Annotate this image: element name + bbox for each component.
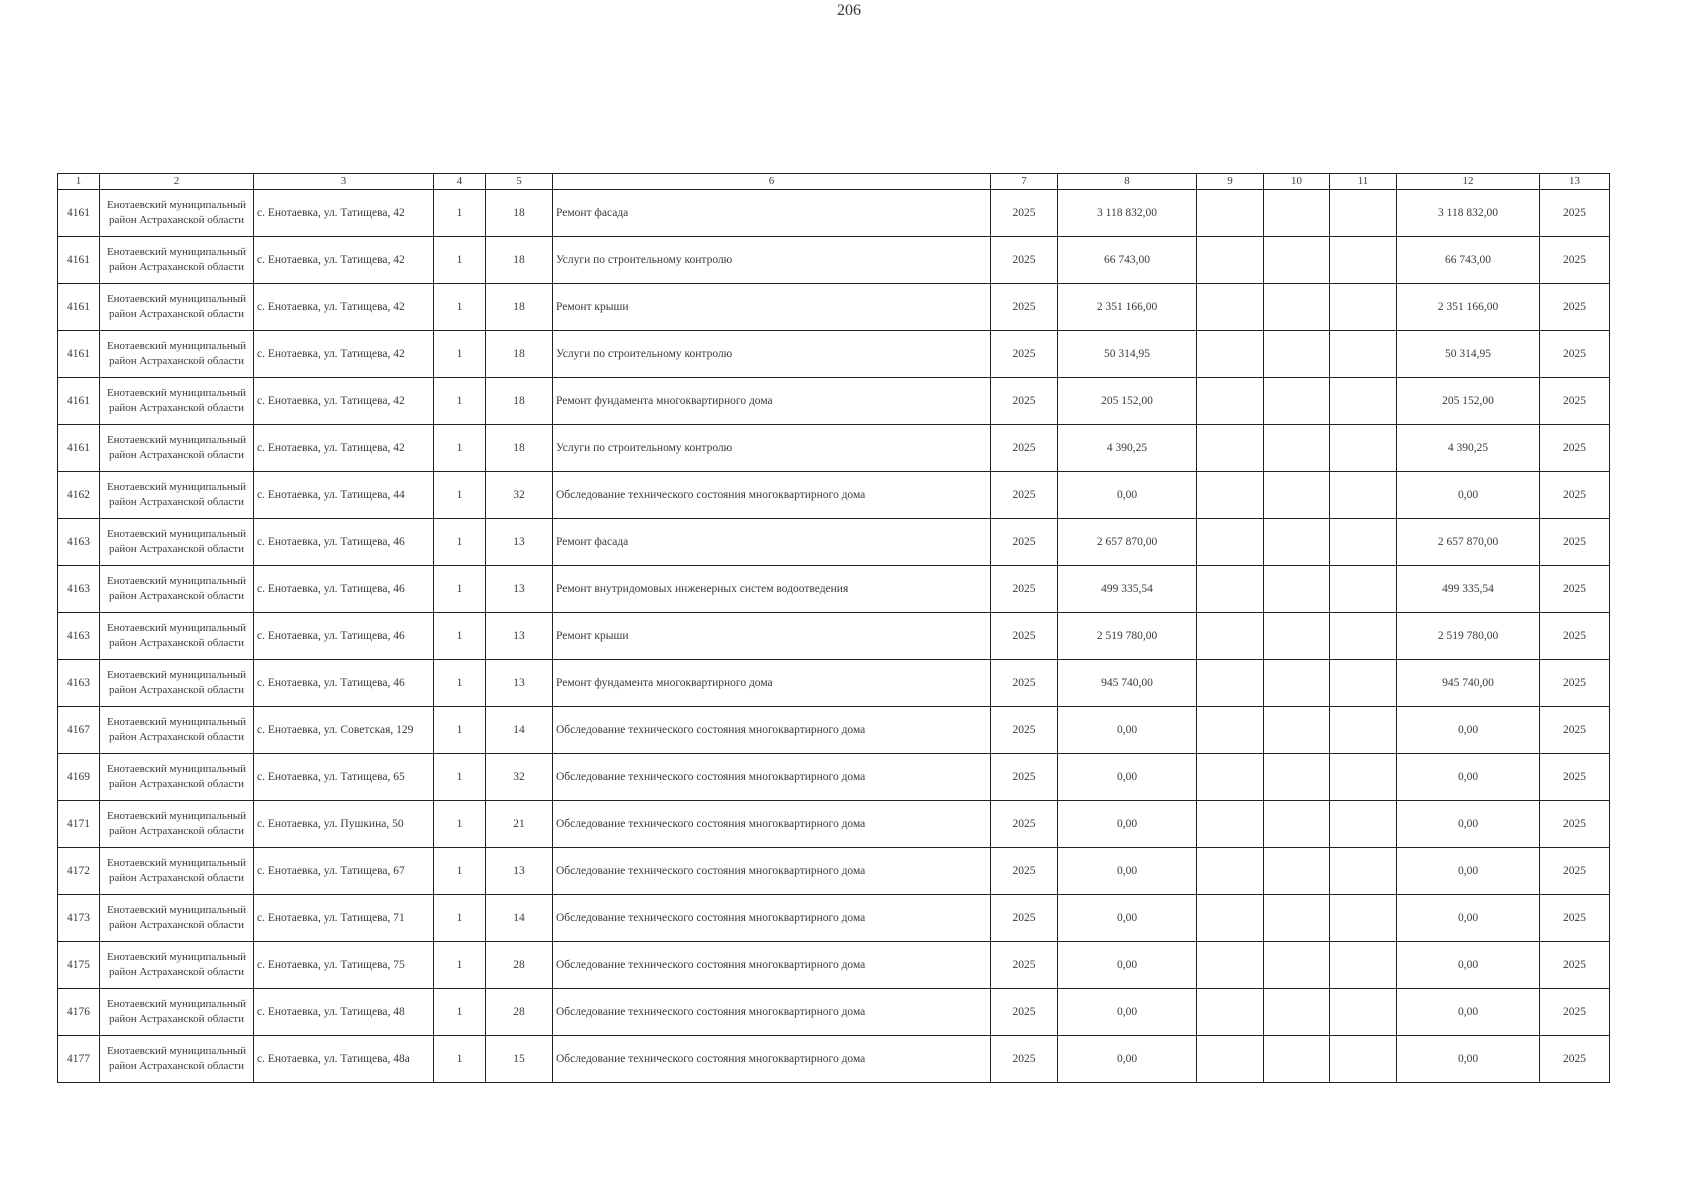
table-row — [58, 378, 1610, 425]
year-cell: 2025 — [991, 895, 1058, 942]
cost-cell: 3 118 832,00 — [1058, 190, 1197, 237]
fund-cost-cell: 0,00 — [1397, 707, 1540, 754]
completion-year-cell: 2025 — [1540, 801, 1610, 848]
col11-cell — [1330, 707, 1397, 754]
cost-cell: 499 335,54 — [1058, 566, 1197, 613]
table-row — [58, 801, 1610, 848]
year-cell: 2025 — [991, 566, 1058, 613]
cost-cell: 2 657 870,00 — [1058, 519, 1197, 566]
cost-cell: 4 390,25 — [1058, 425, 1197, 472]
address-cell: с. Енотаевка, ул. Татищева, 42 — [254, 284, 434, 331]
col4-cell: 1 — [434, 660, 486, 707]
row-number-cell: 4161 — [58, 425, 100, 472]
cost-cell: 205 152,00 — [1058, 378, 1197, 425]
col5-cell: 13 — [486, 613, 553, 660]
col10-cell — [1264, 989, 1330, 1036]
fund-cost-cell: 0,00 — [1397, 754, 1540, 801]
row-number-cell: 4171 — [58, 801, 100, 848]
col11-cell — [1330, 331, 1397, 378]
col9-cell — [1197, 707, 1264, 754]
cost-cell: 0,00 — [1058, 472, 1197, 519]
year-cell: 2025 — [991, 190, 1058, 237]
municipality-cell: Енотаевский муниципальный район Астраханской области — [100, 754, 254, 801]
municipality-cell: Енотаевский муниципальный район Астраханской области — [100, 519, 254, 566]
table-row — [58, 895, 1610, 942]
work-type-cell: Обследование технического состояния многоквартирного дома — [553, 1036, 991, 1083]
address-cell: с. Енотаевка, ул. Советская, 129 — [254, 707, 434, 754]
address-cell: с. Енотаевка, ул. Татищева, 75 — [254, 942, 434, 989]
col9-cell — [1197, 989, 1264, 1036]
col5-cell: 14 — [486, 895, 553, 942]
cost-cell: 0,00 — [1058, 707, 1197, 754]
municipality-cell: Енотаевский муниципальный район Астраханской области — [100, 801, 254, 848]
table-row — [58, 848, 1610, 895]
col9-cell — [1197, 284, 1264, 331]
col9-cell — [1197, 754, 1264, 801]
fund-cost-cell: 4 390,25 — [1397, 425, 1540, 472]
year-cell: 2025 — [991, 284, 1058, 331]
col4-cell: 1 — [434, 378, 486, 425]
col4-cell: 1 — [434, 566, 486, 613]
col9-cell — [1197, 895, 1264, 942]
column-header-7: 7 — [991, 174, 1058, 190]
col10-cell — [1264, 1036, 1330, 1083]
municipality-cell: Енотаевский муниципальный район Астраханской области — [100, 378, 254, 425]
work-type-cell: Ремонт фасада — [553, 519, 991, 566]
row-number-cell: 4161 — [58, 237, 100, 284]
col5-cell: 32 — [486, 754, 553, 801]
municipality-cell: Енотаевский муниципальный район Астраханской области — [100, 566, 254, 613]
col9-cell — [1197, 425, 1264, 472]
fund-cost-cell: 66 743,00 — [1397, 237, 1540, 284]
work-type-cell: Обследование технического состояния многоквартирного дома — [553, 754, 991, 801]
table-row — [58, 660, 1610, 707]
col10-cell — [1264, 331, 1330, 378]
col5-cell: 14 — [486, 707, 553, 754]
municipality-cell: Енотаевский муниципальный район Астраханской области — [100, 331, 254, 378]
cost-cell: 0,00 — [1058, 895, 1197, 942]
col11-cell — [1330, 284, 1397, 331]
column-header-12: 12 — [1397, 174, 1540, 190]
year-cell: 2025 — [991, 754, 1058, 801]
municipality-cell: Енотаевский муниципальный район Астраханской области — [100, 190, 254, 237]
completion-year-cell: 2025 — [1540, 848, 1610, 895]
municipality-cell: Енотаевский муниципальный район Астраханской области — [100, 707, 254, 754]
row-number-cell: 4167 — [58, 707, 100, 754]
col10-cell — [1264, 519, 1330, 566]
work-type-cell: Обследование технического состояния многоквартирного дома — [553, 707, 991, 754]
col4-cell: 1 — [434, 613, 486, 660]
table-row — [58, 237, 1610, 284]
col10-cell — [1264, 942, 1330, 989]
completion-year-cell: 2025 — [1540, 566, 1610, 613]
year-cell: 2025 — [991, 378, 1058, 425]
works-table — [57, 173, 1610, 1083]
col11-cell — [1330, 566, 1397, 613]
col9-cell — [1197, 331, 1264, 378]
col10-cell — [1264, 472, 1330, 519]
col11-cell — [1330, 848, 1397, 895]
work-type-cell: Ремонт крыши — [553, 613, 991, 660]
col4-cell: 1 — [434, 519, 486, 566]
col4-cell: 1 — [434, 425, 486, 472]
col10-cell — [1264, 425, 1330, 472]
address-cell: с. Енотаевка, ул. Татищева, 46 — [254, 613, 434, 660]
table-row — [58, 707, 1610, 754]
address-cell: с. Енотаевка, ул. Пушкина, 50 — [254, 801, 434, 848]
completion-year-cell: 2025 — [1540, 754, 1610, 801]
fund-cost-cell: 2 519 780,00 — [1397, 613, 1540, 660]
col9-cell — [1197, 519, 1264, 566]
row-number-cell: 4162 — [58, 472, 100, 519]
municipality-cell: Енотаевский муниципальный район Астраханской области — [100, 613, 254, 660]
address-cell: с. Енотаевка, ул. Татищева, 46 — [254, 519, 434, 566]
col11-cell — [1330, 942, 1397, 989]
col11-cell — [1330, 989, 1397, 1036]
col10-cell — [1264, 707, 1330, 754]
col5-cell: 18 — [486, 284, 553, 331]
cost-cell: 50 314,95 — [1058, 331, 1197, 378]
table-row — [58, 190, 1610, 237]
col10-cell — [1264, 237, 1330, 284]
col5-cell: 15 — [486, 1036, 553, 1083]
municipality-cell: Енотаевский муниципальный район Астраханской области — [100, 942, 254, 989]
col5-cell: 28 — [486, 989, 553, 1036]
table-row — [58, 472, 1610, 519]
work-type-cell: Ремонт фундамента многоквартирного дома — [553, 660, 991, 707]
col4-cell: 1 — [434, 237, 486, 284]
col10-cell — [1264, 284, 1330, 331]
row-number-cell: 4161 — [58, 190, 100, 237]
col9-cell — [1197, 237, 1264, 284]
completion-year-cell: 2025 — [1540, 284, 1610, 331]
col4-cell: 1 — [434, 707, 486, 754]
fund-cost-cell: 0,00 — [1397, 942, 1540, 989]
municipality-cell: Енотаевский муниципальный район Астраханской области — [100, 1036, 254, 1083]
col9-cell — [1197, 1036, 1264, 1083]
row-number-cell: 4172 — [58, 848, 100, 895]
page-number: 206 — [837, 2, 861, 19]
cost-cell: 0,00 — [1058, 989, 1197, 1036]
fund-cost-cell: 0,00 — [1397, 1036, 1540, 1083]
year-cell: 2025 — [991, 472, 1058, 519]
col11-cell — [1330, 613, 1397, 660]
col9-cell — [1197, 942, 1264, 989]
row-number-cell: 4173 — [58, 895, 100, 942]
table-row — [58, 331, 1610, 378]
row-number-cell: 4175 — [58, 942, 100, 989]
address-cell: с. Енотаевка, ул. Татищева, 42 — [254, 190, 434, 237]
row-number-cell: 4161 — [58, 331, 100, 378]
completion-year-cell: 2025 — [1540, 942, 1610, 989]
column-header-10: 10 — [1264, 174, 1330, 190]
col10-cell — [1264, 660, 1330, 707]
year-cell: 2025 — [991, 707, 1058, 754]
work-type-cell: Обследование технического состояния многоквартирного дома — [553, 848, 991, 895]
completion-year-cell: 2025 — [1540, 190, 1610, 237]
col5-cell: 21 — [486, 801, 553, 848]
table-row — [58, 284, 1610, 331]
fund-cost-cell: 0,00 — [1397, 801, 1540, 848]
col9-cell — [1197, 190, 1264, 237]
table-body — [58, 190, 1610, 1083]
col5-cell: 28 — [486, 942, 553, 989]
work-type-cell: Обследование технического состояния многоквартирного дома — [553, 895, 991, 942]
completion-year-cell: 2025 — [1540, 519, 1610, 566]
col10-cell — [1264, 754, 1330, 801]
cost-cell: 0,00 — [1058, 848, 1197, 895]
col11-cell — [1330, 472, 1397, 519]
address-cell: с. Енотаевка, ул. Татищева, 42 — [254, 331, 434, 378]
col10-cell — [1264, 895, 1330, 942]
col5-cell: 32 — [486, 472, 553, 519]
address-cell: с. Енотаевка, ул. Татищева, 65 — [254, 754, 434, 801]
municipality-cell: Енотаевский муниципальный район Астраханской области — [100, 284, 254, 331]
municipality-cell: Енотаевский муниципальный район Астраханской области — [100, 848, 254, 895]
col11-cell — [1330, 425, 1397, 472]
column-header-13: 13 — [1540, 174, 1610, 190]
col5-cell: 18 — [486, 378, 553, 425]
col9-cell — [1197, 566, 1264, 613]
col11-cell — [1330, 754, 1397, 801]
year-cell: 2025 — [991, 331, 1058, 378]
col4-cell: 1 — [434, 942, 486, 989]
col9-cell — [1197, 660, 1264, 707]
address-cell: с. Енотаевка, ул. Татищева, 42 — [254, 237, 434, 284]
cost-cell: 0,00 — [1058, 801, 1197, 848]
column-header-9: 9 — [1197, 174, 1264, 190]
col5-cell: 18 — [486, 331, 553, 378]
table-row — [58, 942, 1610, 989]
work-type-cell: Обследование технического состояния многоквартирного дома — [553, 801, 991, 848]
municipality-cell: Енотаевский муниципальный район Астраханской области — [100, 660, 254, 707]
row-number-cell: 4163 — [58, 519, 100, 566]
completion-year-cell: 2025 — [1540, 707, 1610, 754]
completion-year-cell: 2025 — [1540, 895, 1610, 942]
completion-year-cell: 2025 — [1540, 660, 1610, 707]
col9-cell — [1197, 472, 1264, 519]
fund-cost-cell: 50 314,95 — [1397, 331, 1540, 378]
work-type-cell: Ремонт крыши — [553, 284, 991, 331]
column-header-2: 2 — [100, 174, 254, 190]
municipality-cell: Енотаевский муниципальный район Астраханской области — [100, 895, 254, 942]
work-type-cell: Ремонт фундамента многоквартирного дома — [553, 378, 991, 425]
col4-cell: 1 — [434, 848, 486, 895]
col5-cell: 13 — [486, 848, 553, 895]
col10-cell — [1264, 801, 1330, 848]
work-type-cell: Услуги по строительному контролю — [553, 425, 991, 472]
table-row — [58, 613, 1610, 660]
year-cell: 2025 — [991, 237, 1058, 284]
completion-year-cell: 2025 — [1540, 237, 1610, 284]
year-cell: 2025 — [991, 519, 1058, 566]
col5-cell: 13 — [486, 519, 553, 566]
municipality-cell: Енотаевский муниципальный район Астраханской области — [100, 472, 254, 519]
fund-cost-cell: 0,00 — [1397, 895, 1540, 942]
municipality-cell: Енотаевский муниципальный район Астраханской области — [100, 989, 254, 1036]
table-row — [58, 566, 1610, 613]
cost-cell: 66 743,00 — [1058, 237, 1197, 284]
column-header-4: 4 — [434, 174, 486, 190]
col4-cell: 1 — [434, 754, 486, 801]
address-cell: с. Енотаевка, ул. Татищева, 71 — [254, 895, 434, 942]
work-type-cell: Ремонт внутридомовых инженерных систем водоотведения — [553, 566, 991, 613]
work-type-cell: Обследование технического состояния многоквартирного дома — [553, 472, 991, 519]
column-header-1: 1 — [58, 174, 100, 190]
municipality-cell: Енотаевский муниципальный район Астраханской области — [100, 425, 254, 472]
col11-cell — [1330, 378, 1397, 425]
col9-cell — [1197, 801, 1264, 848]
col10-cell — [1264, 613, 1330, 660]
table-row — [58, 1036, 1610, 1083]
row-number-cell: 4163 — [58, 660, 100, 707]
completion-year-cell: 2025 — [1540, 331, 1610, 378]
col9-cell — [1197, 378, 1264, 425]
fund-cost-cell: 499 335,54 — [1397, 566, 1540, 613]
col4-cell: 1 — [434, 190, 486, 237]
fund-cost-cell: 0,00 — [1397, 848, 1540, 895]
col4-cell: 1 — [434, 331, 486, 378]
year-cell: 2025 — [991, 942, 1058, 989]
cost-cell: 2 519 780,00 — [1058, 613, 1197, 660]
fund-cost-cell: 0,00 — [1397, 989, 1540, 1036]
row-number-cell: 4169 — [58, 754, 100, 801]
fund-cost-cell: 945 740,00 — [1397, 660, 1540, 707]
col5-cell: 18 — [486, 237, 553, 284]
column-header-11: 11 — [1330, 174, 1397, 190]
column-header-8: 8 — [1058, 174, 1197, 190]
fund-cost-cell: 2 351 166,00 — [1397, 284, 1540, 331]
row-number-cell: 4161 — [58, 378, 100, 425]
table-row — [58, 519, 1610, 566]
row-number-cell: 4161 — [58, 284, 100, 331]
year-cell: 2025 — [991, 848, 1058, 895]
address-cell: с. Енотаевка, ул. Татищева, 48а — [254, 1036, 434, 1083]
fund-cost-cell: 0,00 — [1397, 472, 1540, 519]
fund-cost-cell: 205 152,00 — [1397, 378, 1540, 425]
completion-year-cell: 2025 — [1540, 425, 1610, 472]
col5-cell: 18 — [486, 425, 553, 472]
cost-cell: 2 351 166,00 — [1058, 284, 1197, 331]
work-type-cell: Ремонт фасада — [553, 190, 991, 237]
address-cell: с. Енотаевка, ул. Татищева, 42 — [254, 378, 434, 425]
col9-cell — [1197, 613, 1264, 660]
completion-year-cell: 2025 — [1540, 989, 1610, 1036]
col4-cell: 1 — [434, 895, 486, 942]
col11-cell — [1330, 1036, 1397, 1083]
row-number-cell: 4176 — [58, 989, 100, 1036]
address-cell: с. Енотаевка, ул. Татищева, 67 — [254, 848, 434, 895]
col5-cell: 18 — [486, 190, 553, 237]
completion-year-cell: 2025 — [1540, 472, 1610, 519]
year-cell: 2025 — [991, 801, 1058, 848]
address-cell: с. Енотаевка, ул. Татищева, 46 — [254, 566, 434, 613]
cost-cell: 0,00 — [1058, 1036, 1197, 1083]
col4-cell: 1 — [434, 472, 486, 519]
row-number-cell: 4163 — [58, 613, 100, 660]
table-header-row — [58, 174, 1610, 190]
row-number-cell: 4163 — [58, 566, 100, 613]
col11-cell — [1330, 519, 1397, 566]
year-cell: 2025 — [991, 613, 1058, 660]
address-cell: с. Енотаевка, ул. Татищева, 48 — [254, 989, 434, 1036]
table-row — [58, 425, 1610, 472]
col4-cell: 1 — [434, 1036, 486, 1083]
cost-cell: 945 740,00 — [1058, 660, 1197, 707]
work-type-cell: Услуги по строительному контролю — [553, 331, 991, 378]
col10-cell — [1264, 190, 1330, 237]
year-cell: 2025 — [991, 989, 1058, 1036]
address-cell: с. Енотаевка, ул. Татищева, 46 — [254, 660, 434, 707]
municipality-cell: Енотаевский муниципальный район Астраханской области — [100, 237, 254, 284]
table-row — [58, 754, 1610, 801]
cost-cell: 0,00 — [1058, 942, 1197, 989]
col10-cell — [1264, 848, 1330, 895]
col5-cell: 13 — [486, 660, 553, 707]
column-header-5: 5 — [486, 174, 553, 190]
col11-cell — [1330, 190, 1397, 237]
completion-year-cell: 2025 — [1540, 613, 1610, 660]
work-type-cell: Обследование технического состояния многоквартирного дома — [553, 942, 991, 989]
address-cell: с. Енотаевка, ул. Татищева, 42 — [254, 425, 434, 472]
year-cell: 2025 — [991, 1036, 1058, 1083]
year-cell: 2025 — [991, 425, 1058, 472]
column-header-6: 6 — [553, 174, 991, 190]
col4-cell: 1 — [434, 801, 486, 848]
address-cell: с. Енотаевка, ул. Татищева, 44 — [254, 472, 434, 519]
col10-cell — [1264, 566, 1330, 613]
row-number-cell: 4177 — [58, 1036, 100, 1083]
fund-cost-cell: 3 118 832,00 — [1397, 190, 1540, 237]
fund-cost-cell: 2 657 870,00 — [1397, 519, 1540, 566]
completion-year-cell: 2025 — [1540, 1036, 1610, 1083]
work-type-cell: Обследование технического состояния многоквартирного дома — [553, 989, 991, 1036]
year-cell: 2025 — [991, 660, 1058, 707]
col5-cell: 13 — [486, 566, 553, 613]
col4-cell: 1 — [434, 284, 486, 331]
cost-cell: 0,00 — [1058, 754, 1197, 801]
col9-cell — [1197, 848, 1264, 895]
col11-cell — [1330, 237, 1397, 284]
work-type-cell: Услуги по строительному контролю — [553, 237, 991, 284]
table-row — [58, 989, 1610, 1036]
col11-cell — [1330, 895, 1397, 942]
col11-cell — [1330, 660, 1397, 707]
completion-year-cell: 2025 — [1540, 378, 1610, 425]
col11-cell — [1330, 801, 1397, 848]
column-header-3: 3 — [254, 174, 434, 190]
col10-cell — [1264, 378, 1330, 425]
col4-cell: 1 — [434, 989, 486, 1036]
